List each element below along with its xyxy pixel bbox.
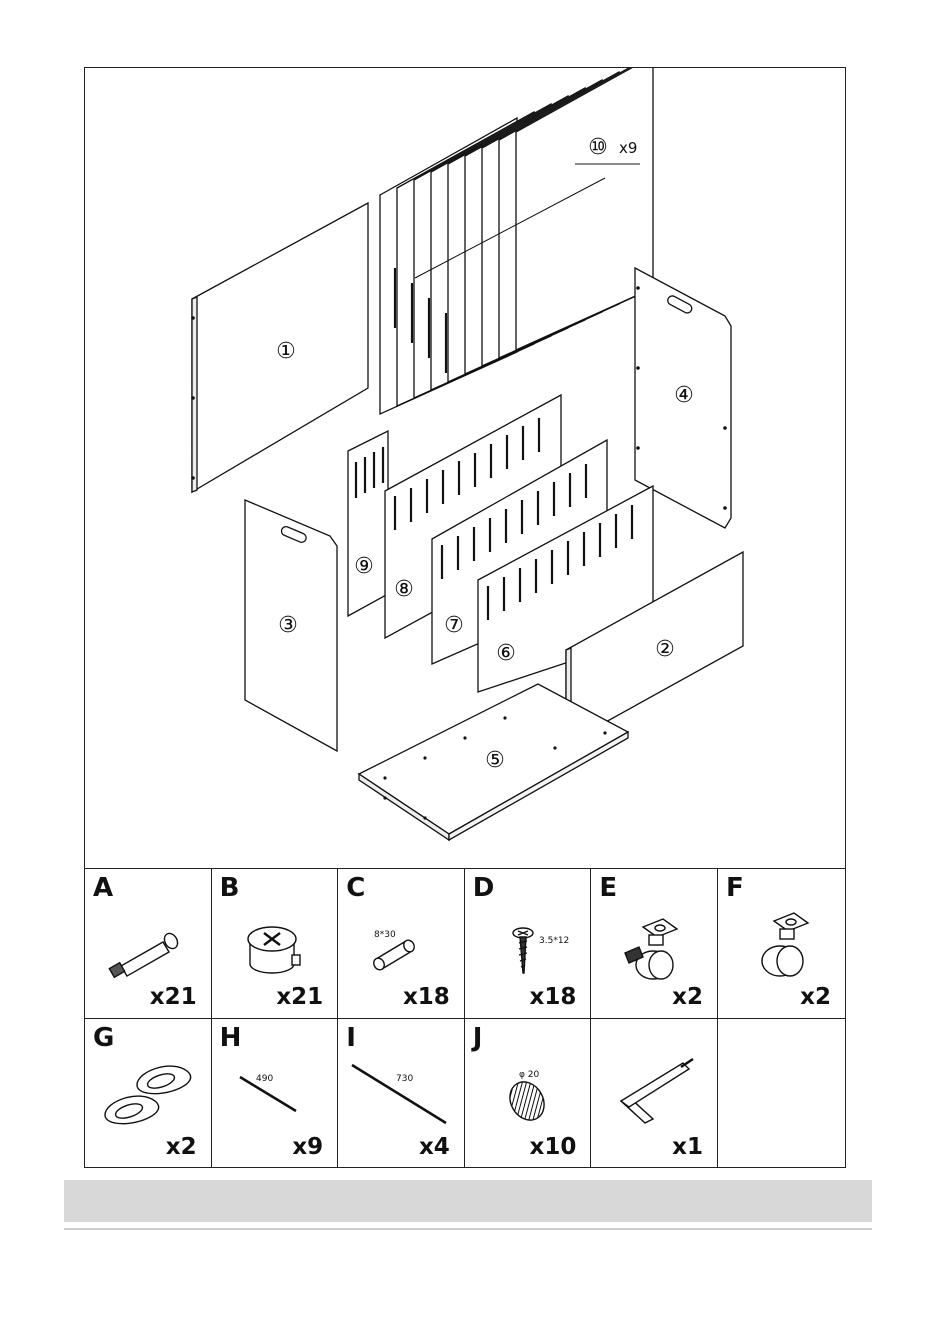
part-2-label: ②	[655, 637, 675, 662]
hardware-quantity: x21	[149, 983, 197, 1010]
hardware-cell-d	[465, 869, 592, 1019]
footer-rule	[64, 1228, 872, 1230]
hardware-quantity: x9	[292, 1134, 324, 1160]
hardware-letter: E	[599, 873, 618, 903]
hardware-letter: D	[472, 873, 495, 903]
parts-sheet	[84, 67, 846, 1168]
hardware-quantity: x18	[529, 983, 577, 1010]
part-10-dividers	[380, 68, 653, 414]
dowel-dimension: 8*30	[374, 930, 396, 940]
hardware-cell-g	[85, 1019, 212, 1169]
part-7-label: ⑦	[444, 613, 464, 638]
hardware-cell-allen-key	[591, 1019, 718, 1169]
rod-dimension: 730	[396, 1073, 414, 1084]
part-8-label: ⑧	[394, 577, 414, 602]
part-4-label: ④	[674, 383, 694, 408]
hardware-quantity: x2	[165, 1134, 197, 1160]
hardware-cell-empty	[718, 1019, 845, 1169]
hardware-grid	[85, 868, 845, 1167]
hardware-cell-j	[465, 1019, 592, 1169]
hardware-letter: I	[346, 1022, 356, 1053]
hardware-cell-e	[591, 869, 718, 1019]
rod-dimension: 490	[255, 1073, 273, 1084]
hardware-cell-b	[212, 869, 339, 1019]
hardware-quantity: x21	[276, 983, 324, 1010]
hardware-letter: F	[726, 873, 744, 903]
hardware-quantity: x2	[672, 983, 703, 1010]
screw-dimension: 3.5*12	[538, 936, 570, 946]
pad-dimension: φ 20	[518, 1069, 540, 1080]
hardware-letter: H	[219, 1022, 242, 1053]
hardware-cell-h	[212, 1019, 339, 1169]
hardware-letter: B	[219, 873, 240, 903]
hardware-letter: C	[346, 873, 366, 903]
hardware-cell-a	[85, 869, 212, 1019]
part-5-label: ⑤	[485, 748, 505, 773]
hardware-quantity: x18	[402, 983, 450, 1010]
part-10-quantity: x9	[619, 139, 638, 157]
hardware-quantity: x2	[800, 983, 831, 1010]
hardware-cell-i	[338, 1019, 465, 1169]
footer-band	[64, 1180, 872, 1222]
hardware-quantity: x10	[529, 1134, 577, 1160]
part-3-label: ③	[278, 613, 298, 638]
part-6-label: ⑥	[496, 641, 516, 666]
hardware-letter: J	[472, 1022, 483, 1053]
part-9-label: ⑨	[354, 554, 374, 579]
part-10-label: ⑩	[588, 135, 608, 160]
part-1-label: ①	[276, 339, 296, 364]
hardware-letter: A	[93, 873, 114, 903]
exploded-assembly-diagram	[85, 68, 845, 868]
hardware-quantity: x1	[672, 1134, 703, 1160]
hardware-quantity: x4	[418, 1134, 450, 1160]
hardware-letter: G	[93, 1022, 115, 1053]
hardware-cell-c	[338, 869, 465, 1019]
hardware-cell-f	[718, 869, 845, 1019]
